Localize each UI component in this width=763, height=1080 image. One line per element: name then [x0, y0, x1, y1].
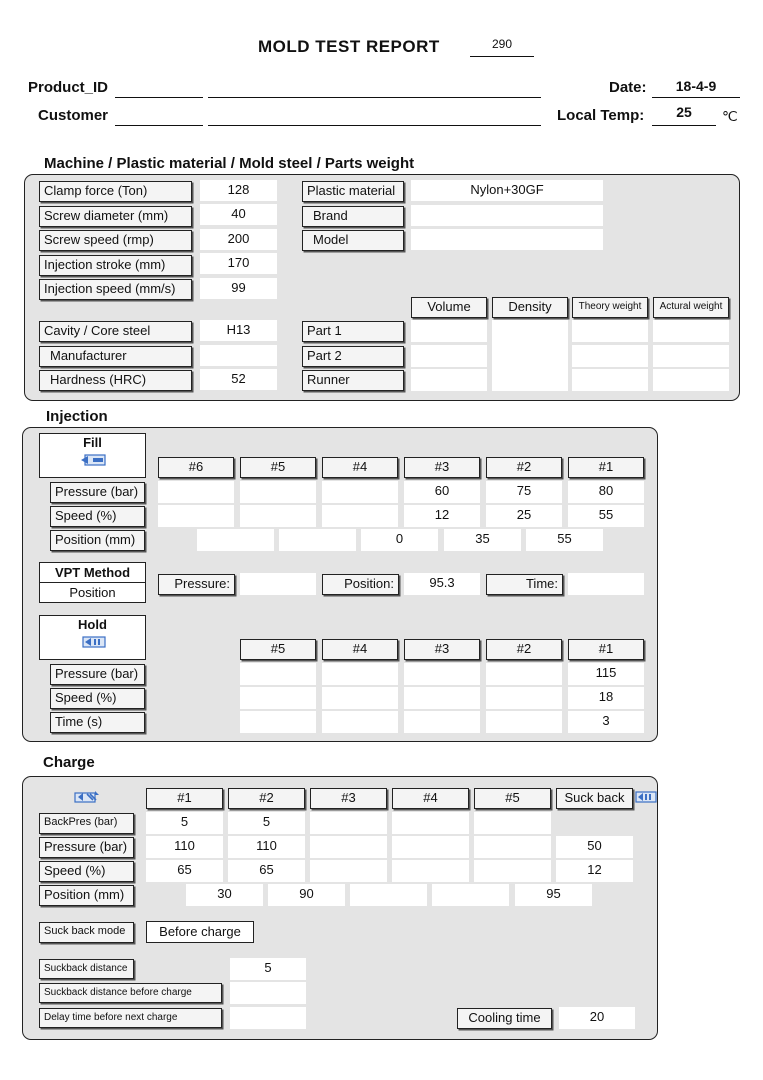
injection-speed-value[interactable]: 99 [200, 278, 277, 299]
hold-speed-label: Speed (%) [50, 688, 145, 709]
hold-speed-1[interactable]: 18 [568, 687, 644, 709]
suckback-distance-value[interactable]: 5 [230, 958, 306, 980]
clamp-force-label: Clamp force (Ton) [39, 181, 192, 202]
hold-pressure-2[interactable] [486, 663, 562, 685]
fill-speed-4[interactable] [322, 505, 398, 527]
charge-position-2[interactable]: 90 [268, 884, 345, 906]
fill-injection-icon [40, 453, 145, 472]
delay-time-label: Delay time before next charge [39, 1008, 222, 1028]
runner-theory-weight[interactable] [572, 369, 648, 391]
fill-pressure-4[interactable] [322, 481, 398, 503]
report-title: MOLD TEST REPORT [258, 37, 440, 56]
suck-back-mode-value[interactable]: Before charge [146, 921, 254, 943]
charge-pressure-3[interactable] [310, 836, 387, 858]
suckback-distance-label: Suckback distance [39, 959, 134, 979]
fill-pressure-2[interactable]: 75 [486, 481, 562, 503]
screw-speed-value[interactable]: 200 [200, 229, 277, 250]
charge-pressure-label: Pressure (bar) [39, 837, 134, 858]
hold-pressure-5[interactable] [240, 663, 316, 685]
backpres-5[interactable] [474, 812, 551, 834]
part2-actural-weight[interactable] [653, 345, 729, 367]
vpt-position-label: Position: [322, 574, 399, 595]
volume-header: Volume [411, 297, 487, 318]
fill-header-4: #4 [322, 457, 398, 478]
fill-speed-6[interactable] [158, 505, 234, 527]
fill-position-a[interactable] [197, 529, 274, 551]
fill-pressure-1[interactable]: 80 [568, 481, 644, 503]
fill-block [39, 433, 146, 478]
charge-header-1: #1 [146, 788, 223, 809]
charge-position-4[interactable] [432, 884, 509, 906]
local-temp-label: Local Temp: [557, 107, 645, 124]
hold-pressure-icon [40, 635, 145, 654]
fill-header-6: #6 [158, 457, 234, 478]
backpres-3[interactable] [310, 812, 387, 834]
charge-screw-icon [73, 789, 101, 810]
local-temp-field[interactable]: 25 [652, 104, 716, 126]
charge-speed-5[interactable] [474, 860, 551, 882]
product-name-field[interactable] [208, 79, 541, 98]
part2-volume[interactable] [411, 345, 487, 367]
injection-section-title: Injection [46, 408, 108, 425]
runner-actural-weight[interactable] [653, 369, 729, 391]
model-value[interactable] [411, 229, 603, 250]
fill-pressure-label: Pressure (bar) [50, 482, 145, 503]
date-field[interactable]: 18-4-9 [652, 78, 740, 98]
part2-theory-weight[interactable] [572, 345, 648, 367]
hold-speed-2[interactable] [486, 687, 562, 709]
hold-time-1[interactable]: 3 [568, 711, 644, 733]
charge-position-1[interactable]: 30 [186, 884, 263, 906]
actural-weight-header: Actural weight [653, 297, 729, 318]
cooling-time-label: Cooling time [457, 1008, 552, 1029]
fill-position-c[interactable]: 0 [361, 529, 438, 551]
fill-pressure-3[interactable]: 60 [404, 481, 480, 503]
hold-speed-5[interactable] [240, 687, 316, 709]
screw-speed-label: Screw speed (rmp) [39, 230, 192, 251]
fill-header-1: #1 [568, 457, 644, 478]
brand-label: Brand [302, 206, 404, 227]
suck-back-pressure[interactable]: 50 [556, 836, 633, 858]
hold-speed-4[interactable] [322, 687, 398, 709]
injection-speed-label: Injection speed (mm/s) [39, 279, 192, 300]
part1-theory-weight[interactable] [572, 320, 648, 342]
density-value[interactable] [492, 320, 568, 391]
hold-speed-3[interactable] [404, 687, 480, 709]
cavity-core-steel-value[interactable]: H13 [200, 320, 277, 341]
charge-header-5: #5 [474, 788, 551, 809]
runner-volume[interactable] [411, 369, 487, 391]
injection-stroke-label: Injection stroke (mm) [39, 255, 192, 276]
temp-unit: ℃ [722, 108, 738, 124]
hold-time-label: Time (s) [50, 712, 145, 733]
charge-speed-4[interactable] [392, 860, 469, 882]
machine-section-title: Machine / Plastic material / Mold steel / Parts weight [44, 155, 415, 172]
hold-time-4[interactable] [322, 711, 398, 733]
model-label: Model [302, 230, 404, 251]
plastic-material-label: Plastic material [302, 181, 404, 202]
fill-position-d[interactable]: 35 [444, 529, 521, 551]
suckback-before-charge-label: Suckback distance before charge [39, 983, 222, 1003]
charge-pressure-5[interactable] [474, 836, 551, 858]
vpt-position-value[interactable]: 95.3 [404, 573, 480, 595]
vpt-pressure-label: Pressure: [158, 574, 235, 595]
hold-block [39, 615, 146, 660]
suckback-before-charge-value[interactable] [230, 982, 306, 1004]
vpt-pressure-value[interactable] [240, 573, 316, 595]
manufacturer-label: Manufacturer [39, 346, 192, 367]
charge-pressure-2[interactable]: 110 [228, 836, 305, 858]
charge-speed-1[interactable]: 65 [146, 860, 223, 882]
fill-header-2: #2 [486, 457, 562, 478]
charge-speed-2[interactable]: 65 [228, 860, 305, 882]
fill-header-3: #3 [404, 457, 480, 478]
hold-time-2[interactable] [486, 711, 562, 733]
hardness-label: Hardness (HRC) [39, 370, 192, 391]
clamp-force-value[interactable]: 128 [200, 180, 277, 201]
product-id-label: Product_ID [28, 79, 109, 96]
part1-actural-weight[interactable] [653, 320, 729, 342]
backpres-label: BackPres (bar) [39, 813, 134, 834]
fill-header-5: #5 [240, 457, 316, 478]
backpres-1[interactable]: 5 [146, 812, 223, 834]
customer-name-field[interactable] [208, 107, 541, 126]
vpt-block [39, 562, 146, 603]
customer-code-field[interactable] [115, 107, 203, 126]
product-id-field[interactable] [115, 79, 203, 98]
hold-header-1: #1 [568, 639, 644, 660]
density-header: Density [492, 297, 568, 318]
cavity-core-steel-label: Cavity / Core steel [39, 321, 192, 342]
cooling-time-value[interactable]: 20 [559, 1007, 635, 1029]
fill-speed-3[interactable]: 12 [404, 505, 480, 527]
hold-header-3: #3 [404, 639, 480, 660]
backpres-2[interactable]: 5 [228, 812, 305, 834]
charge-pressure-1[interactable]: 110 [146, 836, 223, 858]
suck-back-speed[interactable]: 12 [556, 860, 633, 882]
fill-speed-2[interactable]: 25 [486, 505, 562, 527]
suck-back-icon [635, 790, 657, 809]
injection-stroke-value[interactable]: 170 [200, 253, 277, 274]
hardness-value[interactable]: 52 [200, 369, 277, 390]
charge-speed-label: Speed (%) [39, 861, 134, 882]
fill-speed-label: Speed (%) [50, 506, 145, 527]
report-number[interactable]: 290 [470, 37, 534, 57]
hold-header-4: #4 [322, 639, 398, 660]
manufacturer-value[interactable] [200, 345, 277, 366]
fill-position-b[interactable] [279, 529, 356, 551]
plastic-material-value[interactable]: Nylon+30GF [411, 180, 603, 201]
charge-header-2: #2 [228, 788, 305, 809]
fill-speed-1[interactable]: 55 [568, 505, 644, 527]
part2-label: Part 2 [302, 346, 404, 367]
suck-back-mode-label: Suck back mode [39, 922, 134, 943]
charge-position-label: Position (mm) [39, 885, 134, 906]
charge-section-title: Charge [43, 754, 95, 771]
fill-position-label: Position (mm) [50, 530, 145, 551]
charge-header-3: #3 [310, 788, 387, 809]
charge-speed-3[interactable] [310, 860, 387, 882]
charge-header-4: #4 [392, 788, 469, 809]
hold-pressure-3[interactable] [404, 663, 480, 685]
vpt-method-label: VPT Method [40, 563, 145, 583]
runner-label: Runner [302, 370, 404, 391]
suck-back-header: Suck back [556, 788, 633, 809]
hold-label: Hold [78, 617, 107, 632]
hold-header-5: #5 [240, 639, 316, 660]
hold-time-3[interactable] [404, 711, 480, 733]
screw-diameter-value[interactable]: 40 [200, 204, 277, 225]
fill-speed-5[interactable] [240, 505, 316, 527]
vpt-method-value[interactable]: Position [69, 585, 116, 600]
part1-label: Part 1 [302, 321, 404, 342]
hold-time-5[interactable] [240, 711, 316, 733]
charge-position-5[interactable]: 95 [515, 884, 592, 906]
screw-diameter-label: Screw diameter (mm) [39, 206, 192, 227]
fill-position-e[interactable]: 55 [526, 529, 603, 551]
fill-pressure-6[interactable] [158, 481, 234, 503]
hold-pressure-label: Pressure (bar) [50, 664, 145, 685]
hold-pressure-4[interactable] [322, 663, 398, 685]
fill-label: Fill [83, 435, 102, 450]
backpres-4[interactable] [392, 812, 469, 834]
brand-value[interactable] [411, 205, 603, 226]
delay-time-value[interactable] [230, 1007, 306, 1029]
hold-header-2: #2 [486, 639, 562, 660]
charge-pressure-4[interactable] [392, 836, 469, 858]
hold-pressure-1[interactable]: 115 [568, 663, 644, 685]
part1-volume[interactable] [411, 320, 487, 342]
vpt-time-label: Time: [486, 574, 563, 595]
fill-pressure-5[interactable] [240, 481, 316, 503]
charge-position-3[interactable] [350, 884, 427, 906]
date-label: Date: [609, 79, 647, 96]
theory-weight-header: Theory weight [572, 297, 648, 318]
customer-label: Customer [38, 107, 109, 124]
vpt-time-value[interactable] [568, 573, 644, 595]
